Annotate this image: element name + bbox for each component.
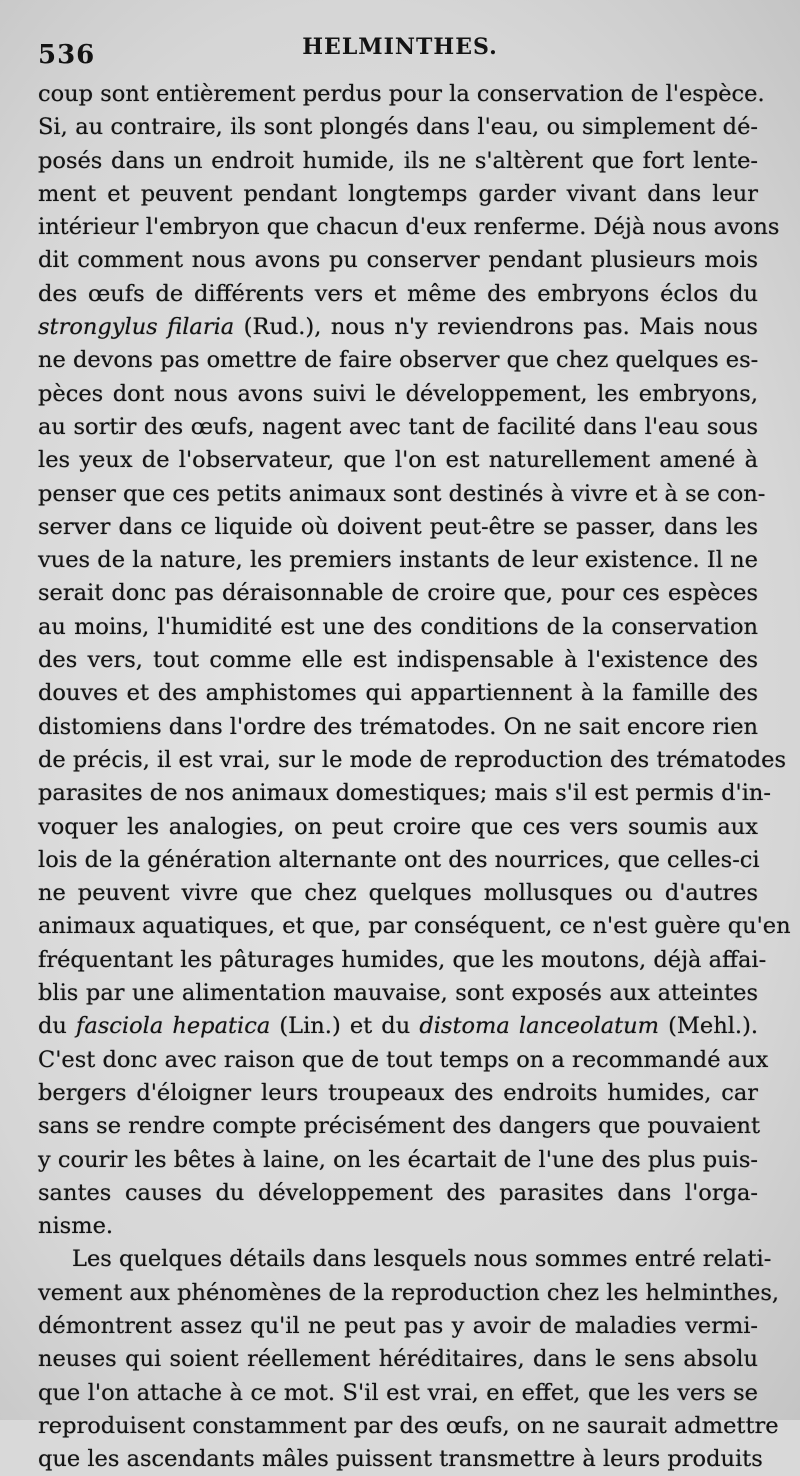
text-line bbox=[38, 677, 758, 710]
text-line bbox=[38, 811, 758, 844]
text-line bbox=[38, 910, 791, 943]
text-segment: vement aux phénomènes de la reproduction chez les helminthes, bbox=[38, 1279, 780, 1306]
text-segment: intérieur l'embryon que chacun d'eux renferme. Déjà nous avons bbox=[38, 214, 780, 241]
text-line bbox=[38, 1310, 758, 1343]
text-segment: Les quelques détails dans lesquels nous sommes entré relati- bbox=[72, 1246, 772, 1273]
page-header bbox=[0, 30, 800, 70]
text-segment: du bbox=[38, 1013, 77, 1040]
text-segment: voquer les analogies, on peut croire que ces vers soumis aux bbox=[38, 813, 758, 840]
text-segment: vues de la nature, les premiers instants de leur existence. Il ne bbox=[38, 547, 758, 574]
text-line bbox=[38, 711, 758, 744]
text-segment: posés dans un endroit humide, ils ne s'altèrent que fort lente- bbox=[38, 147, 758, 174]
text-line bbox=[38, 78, 765, 111]
text-line bbox=[38, 1410, 779, 1443]
running-title: HELMINTHES. bbox=[302, 34, 498, 60]
text-segment: ment et peuvent pendant longtemps garder vivant dans leur bbox=[38, 180, 758, 207]
text-segment: C'est donc avec raison que de tout temps on a recommandé aux bbox=[38, 1046, 769, 1073]
text-line bbox=[38, 1343, 758, 1376]
text-line bbox=[38, 1243, 772, 1276]
text-segment: des vers, tout comme elle est indispensable à l'existence des bbox=[38, 647, 758, 674]
text-line bbox=[38, 211, 780, 244]
text-segment: (Rud.), nous n'y reviendrons pas. Mais nous bbox=[234, 314, 758, 341]
text-segment: server dans ce liquide où doivent peut-être se passer, dans les bbox=[38, 513, 758, 540]
text-segment: santes causes du développement des parasites dans l'orga- bbox=[38, 1179, 758, 1206]
text-segment: fasciola hepatica bbox=[76, 1013, 271, 1040]
text-segment: nisme. bbox=[38, 1213, 114, 1240]
text-line bbox=[38, 1144, 758, 1177]
text-line bbox=[38, 1110, 761, 1143]
text-segment: démontrent assez qu'il ne peut pas y avoir de maladies vermi- bbox=[38, 1312, 758, 1339]
body-text bbox=[38, 78, 791, 1476]
text-segment: que les ascendants mâles puissent transmettre à leurs produits bbox=[38, 1446, 763, 1473]
paragraph bbox=[38, 1243, 780, 1476]
text-line bbox=[38, 278, 758, 311]
text-segment: distoma lanceolatum bbox=[419, 1013, 659, 1040]
text-line bbox=[38, 444, 758, 477]
text-line bbox=[38, 777, 772, 810]
text-line bbox=[38, 744, 787, 777]
page-number: 536 bbox=[38, 40, 96, 70]
text-line bbox=[38, 877, 758, 910]
text-segment: animaux aquatiques, et que, par conséquent, ce n'est guère qu'en bbox=[38, 913, 791, 940]
text-segment: reproduisent constamment par des œufs, on ne saurait admettre bbox=[38, 1412, 779, 1439]
text-line bbox=[38, 1277, 780, 1310]
text-line bbox=[38, 944, 767, 977]
text-segment: dit comment nous avons pu conserver pendant plusieurs mois bbox=[38, 247, 758, 274]
text-line bbox=[38, 1210, 758, 1243]
text-line bbox=[38, 111, 758, 144]
text-segment: (Mehl.). bbox=[658, 1013, 759, 1040]
text-line bbox=[38, 511, 758, 544]
text-segment: pèces dont nous avons suivi le développement, les embryons, bbox=[38, 380, 758, 407]
text-segment: penser que ces petits animaux sont destinés à vivre et à se con- bbox=[38, 480, 766, 507]
text-line bbox=[38, 977, 758, 1010]
text-segment: coup sont entièrement perdus pour la conservation de l'espèce. bbox=[38, 81, 765, 107]
text-segment: des œufs de différents vers et même des embryons éclos du bbox=[38, 280, 758, 307]
text-segment: (Lin.) et du bbox=[270, 1013, 420, 1040]
text-segment: strongylus filaria bbox=[38, 314, 235, 341]
text-segment: fréquentant les pâturages humides, que les moutons, déjà affai- bbox=[38, 946, 767, 973]
text-line bbox=[38, 1177, 758, 1210]
text-line bbox=[38, 611, 758, 644]
text-line bbox=[38, 1377, 758, 1410]
text-segment: parasites de nos animaux domestiques; mais s'il est permis d'in- bbox=[38, 780, 772, 807]
text-segment: blis par une alimentation mauvaise, sont exposés aux atteintes bbox=[38, 980, 758, 1007]
text-line bbox=[38, 244, 758, 277]
text-line bbox=[38, 577, 758, 610]
text-segment: ne devons pas omettre de faire observer que chez quelques es- bbox=[38, 347, 759, 374]
text-line bbox=[38, 411, 758, 444]
text-line bbox=[38, 844, 758, 877]
paragraph bbox=[38, 78, 791, 1243]
text-segment: au sortir des œufs, nagent avec tant de facilité dans l'eau sous bbox=[38, 413, 758, 440]
text-segment: Si, au contraire, ils sont plongés dans l'eau, ou simplement dé- bbox=[38, 114, 758, 141]
text-line bbox=[38, 1443, 763, 1476]
text-line bbox=[38, 311, 758, 344]
text-line bbox=[38, 544, 758, 577]
text-segment: lois de la génération alternante ont des nourrices, que celles-ci bbox=[38, 846, 760, 873]
text-segment: sans se rendre compte précisément des dangers que pouvaient bbox=[38, 1113, 761, 1140]
text-line bbox=[38, 1010, 758, 1043]
text-line bbox=[38, 1044, 769, 1077]
text-segment: au moins, l'humidité est une des conditions de la conservation bbox=[38, 613, 758, 640]
text-segment: bergers d'éloigner leurs troupeaux des endroits humides, car bbox=[38, 1079, 758, 1106]
text-segment: serait donc pas déraisonnable de croire que, pour ces espèces bbox=[38, 580, 758, 607]
text-segment: y courir les bêtes à laine, on les écartait de l'une des plus puis- bbox=[38, 1146, 758, 1173]
text-line bbox=[38, 1077, 758, 1110]
text-segment: ne peuvent vivre que chez quelques mollusques ou d'autres bbox=[38, 880, 758, 907]
text-segment: douves et des amphistomes qui appartiennent à la famille des bbox=[38, 680, 758, 707]
text-segment: de précis, il est vrai, sur le mode de reproduction des trématodes bbox=[38, 746, 787, 773]
text-line bbox=[38, 644, 758, 677]
text-line bbox=[38, 344, 758, 377]
text-segment: que l'on attache à ce mot. S'il est vrai, en effet, que les vers se bbox=[38, 1379, 758, 1406]
text-line bbox=[38, 378, 758, 411]
text-line bbox=[38, 145, 758, 178]
text-segment: neuses qui soient réellement héréditaires, dans le sens absolu bbox=[38, 1346, 758, 1373]
text-segment: distomiens dans l'ordre des trématodes. On ne sait encore rien bbox=[38, 713, 758, 740]
text-line bbox=[38, 178, 758, 211]
text-line bbox=[38, 478, 766, 511]
text-segment: les yeux de l'observateur, que l'on est naturellement amené à bbox=[38, 447, 758, 474]
